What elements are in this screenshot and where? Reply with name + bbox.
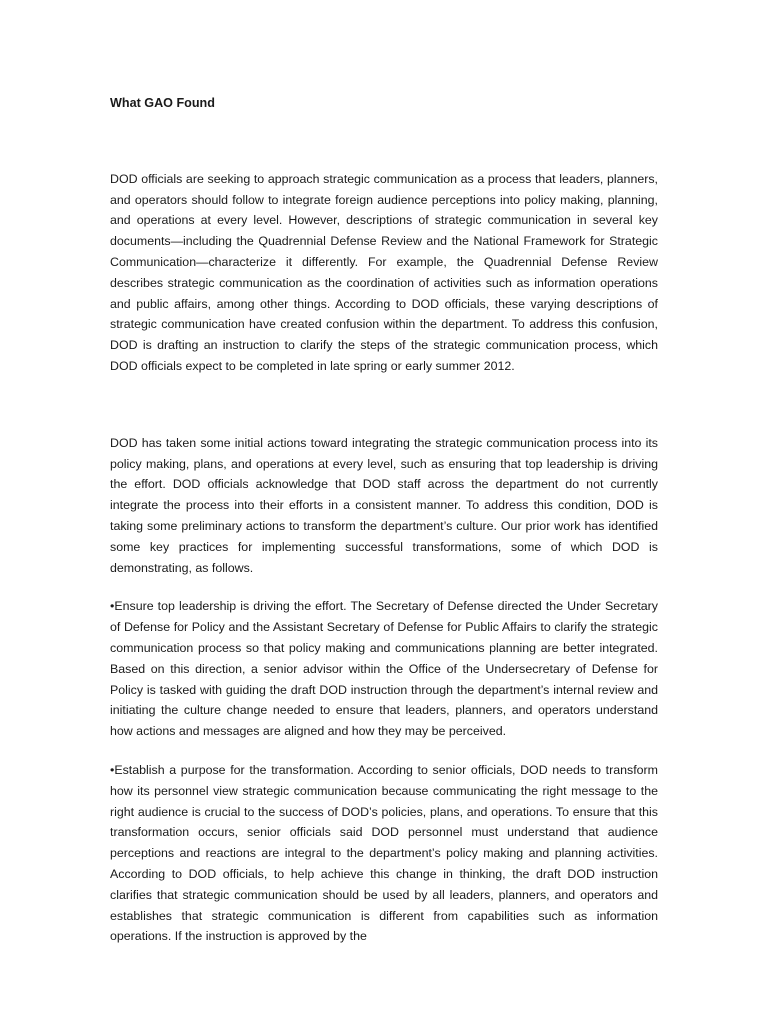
paragraph-initial-actions: DOD has taken some initial actions toward integrating the strategic communication process into its policy making, plans, and operations at every level, such as ensuring that top leadership is driving the effort. DOD officials acknowledge that DOD staff across the department do not currently integrate the process into their efforts in a consistent manner. To address this condition, DOD is taking some preliminary actions to transform the department’s culture. Our prior work has identified some key practices for implementing successful transformations, some of which DOD is demonstrating, as follows. [110,435,658,575]
bullet-establish-purpose: •Establish a purpose for the transformation. According to senior officials, DOD needs to transform how its personnel view strategic communication because communicating the right message to the right audience is crucial to the success of DOD’s policies, plans, and operations. To ensure that this transformation occurs, senior officials said DOD personnel must understand that audience perceptions and reactions are integral to the department’s policy making and planning activities. According to DOD officials, to help achieve this change in thinking, the draft DOD instruction clarifies that strategic communication should be used by all leaders, planners, and operators and establishes that strategic communication is different from capabilities such as information operations. If the instruction is approved by the [110,762,658,944]
page-title: What GAO Found [110,96,215,110]
bullet-top-leadership: •Ensure top leadership is driving the effort. The Secretary of Defense directed the Under Secretary of Defense for Policy and the Assistant Secretary of Defense for Public Affairs to clarify the strategic communication process so that policy making and communications planning are better integrated. Based on this direction, a senior advisor within the Office of the Undersecretary of Defense for Policy is tasked with guiding the draft DOD instruction through the department’s internal review and initiating the culture change needed to ensure that leaders, planners, and operators understand how actions and messages are aligned and how they may be perceived. [110,599,658,739]
document-body [110,93,658,947]
paragraph-strategic-communication-definition: DOD officials are seeking to approach strategic communication as a process that leaders, planners, and operators should follow to integrate foreign audience perceptions into policy making, planning, and operations at every level. However, descriptions of strategic communication in several key documents—including the Quadrennial Defense Review and the National Framework for Strategic Communication—characterize it differently. For example, the Quadrennial Defense Review describes strategic communication as the coordination of activities such as information operations and public affairs, among other things. According to DOD officials, these varying descriptions of strategic communication have created confusion within the department. To address this confusion, DOD is drafting an instruction to clarify the steps of the strategic communication process, which DOD officials expect to be completed in late spring or early summer 2012. [110,171,658,373]
